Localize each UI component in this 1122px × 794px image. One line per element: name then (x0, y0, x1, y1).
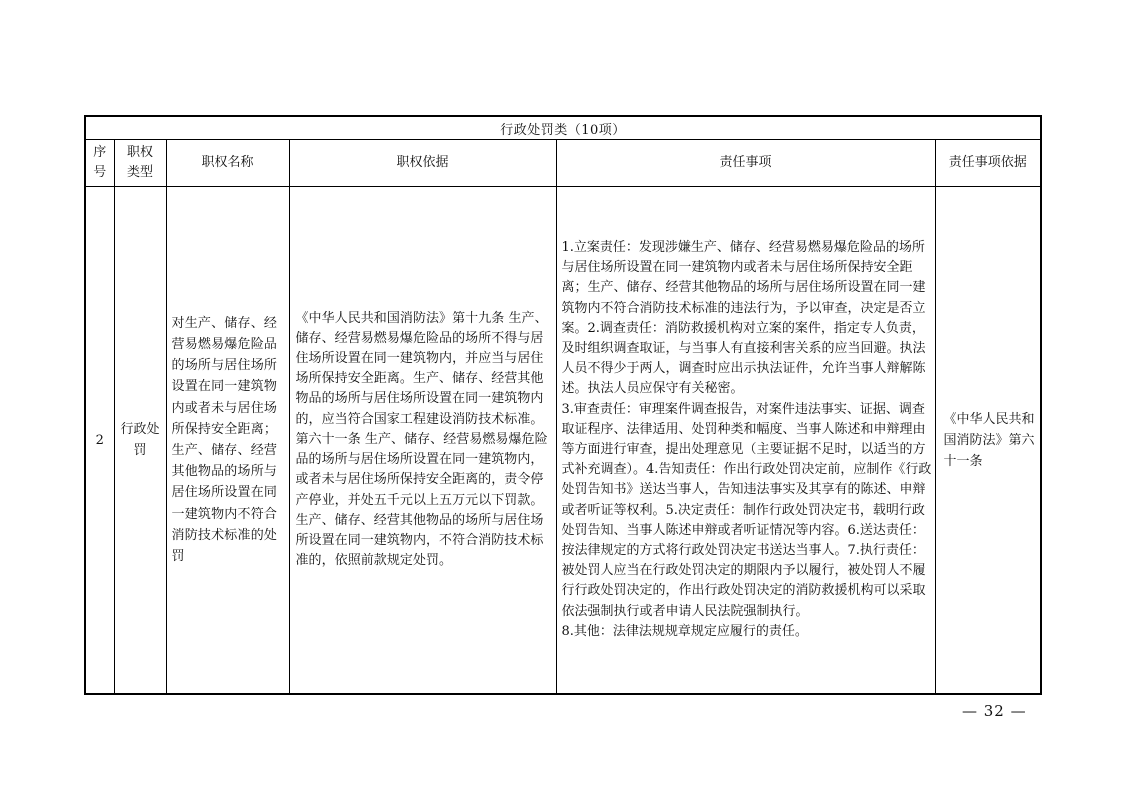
responsibility-paragraph: 3.审查责任：审理案件调查报告，对案件违法事实、证据、调查取证程序、法律适用、处罚种类和幅度、当事人陈述和申辩理由等方面进行审查，提出处理意见（主要证据不足时，以适当的方式补充调查）。4.告知责任：作出行政处罚决定前，应制作《行政处罚告知书》送达当事人，告知违法事实及其享有的陈述、申辩或者听证等权利。5.决定责任：制作行政处罚决定书，载明行政处罚告知、当事人陈述申辩或者听证情况等内容。6.送达责任：按法律规定的方式将行政处罚决定书送达当事人。7.执行责任：被处罚人应当在行政处罚决定的期限内予以履行，被处罚人不履行行政处罚决定的，作出行政处罚决定的消防救援机构可以采取依法强制执行或者申请人民法院强制执行。 (561, 401, 932, 619)
basis-paragraph: 《中华人民共和国消防法》第十九条 生产、储存、经营易燃易爆危险品的场所不得与居住场所设置在同一建筑物内，并应当与居住场所保持安全距离。生产、储存、经营其他物品的场所与居住场所设置在同一建筑物内的，应当符合国家工程建设消防技术标准。第六十一条 生产、储存、经营易燃易爆危险品的场所与居住场所设置在同一建筑物内，或者未与居住场所保持安全距离的，责令停产停业，并处五千元以上五万元以下罚款。 (295, 310, 548, 508)
basis-paragraph: 生产、储存、经营其他物品的场所与居住场所设置在同一建筑物内，不符合消防技术标准的，依照前款规定处罚。 (295, 512, 544, 569)
responsibility-paragraph: 8.其他：法律法规规章规定应履行的责任。 (561, 623, 808, 639)
responsibility-paragraph: 1.立案责任：发现涉嫌生产、储存、经营易燃易爆危险品的场所与居住场所设置在同一建筑物内或者未与居住场所保持安全距离；生产、储存、经营其他物品的场所与居住场所设置在同一建筑物内不符合消防技术标准的违法行为，予以审查，决定是否立案。2.调查责任：消防救援机构对立案的案件，指定专人负责，及时组织调查取证，与当事人有直接利害关系的应当回避。执法人员不得少于两人，调查时应出示执法证件，允许当事人辩解陈述。执法人员应保守有关秘密。 (561, 239, 926, 397)
header-type: 职权类型 (114, 140, 166, 187)
power-list-table (84, 115, 1042, 695)
row-type: 行政处罚 (114, 187, 166, 695)
row-name: 对生产、储存、经营易燃易爆危险品的场所与居住场所设置在同一建筑物内或者未与居住场所保持安全距离；生产、储存、经营其他物品的场所与居住场所设置在同一建筑物内不符合消防技术标准的处罚 (166, 187, 289, 695)
row-responsibility-basis: 《中华人民共和国消防法》第六十一条 (935, 187, 1041, 695)
header-responsibility-basis: 责任事项依据 (935, 140, 1041, 187)
row-responsibility (556, 187, 935, 695)
header-num: 序号 (85, 140, 114, 187)
header-responsibility: 责任事项 (556, 140, 935, 187)
row-basis (289, 187, 556, 695)
table-row (85, 187, 1041, 695)
page-number: — 32 — (962, 702, 1027, 720)
row-num: 2 (85, 187, 114, 695)
header-row (85, 140, 1041, 187)
table-title: 行政处罚类（10项） (85, 116, 1041, 140)
header-basis: 职权依据 (289, 140, 556, 187)
header-name: 职权名称 (166, 140, 289, 187)
